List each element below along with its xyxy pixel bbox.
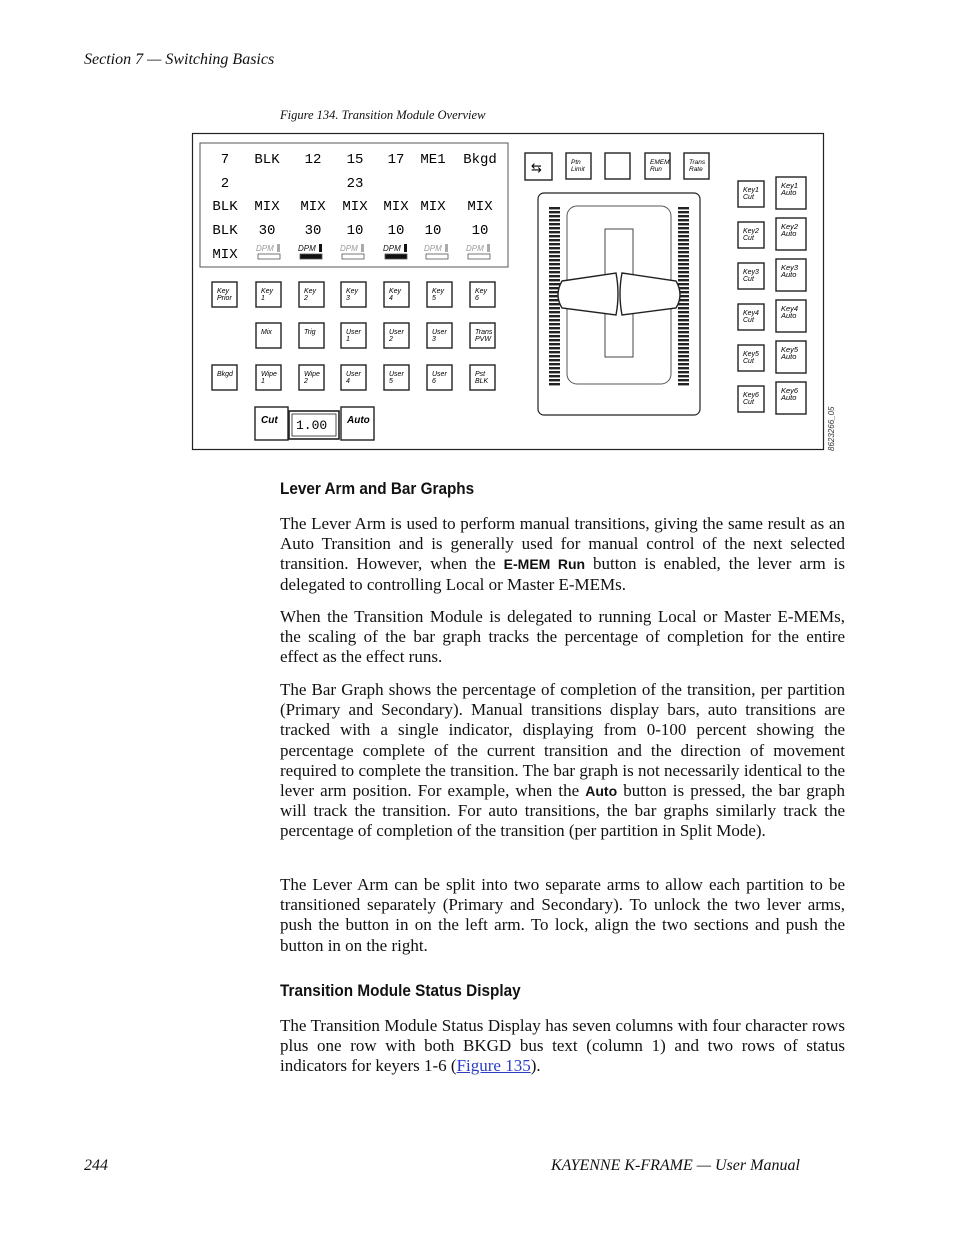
- key-button[interactable]: [212, 282, 237, 307]
- button-label: BLK: [475, 378, 489, 385]
- button-label: Key4: [743, 310, 759, 317]
- button-label: Run: [650, 166, 662, 173]
- bottom-button[interactable]: [341, 365, 366, 390]
- display-cell: MIX: [467, 199, 493, 215]
- paragraph: The Lever Arm is used to perform manual transitions, giving the same result as an Auto Transition and is generally used for manual control of the next selected transition. However, when the E-MEM Run button is enabled, the lever arm is delegated to controlling Local or Master E-MEMs.: [280, 514, 846, 594]
- button-label: 4: [346, 378, 350, 385]
- button-label: 1: [261, 378, 265, 385]
- key-auto-button[interactable]: [776, 259, 806, 291]
- auto-ref: Auto: [585, 783, 618, 800]
- button-label: 3: [432, 336, 436, 343]
- dpm-mark: [319, 244, 322, 252]
- button-label: Trans: [689, 159, 706, 166]
- button-label: Cut: [743, 194, 754, 201]
- button-label: Key1: [743, 187, 759, 194]
- mid-button[interactable]: [470, 323, 495, 348]
- button-label: Key4: [781, 304, 799, 313]
- button-label: 2: [304, 295, 308, 302]
- top-button[interactable]: [684, 153, 709, 179]
- button-label: PVW: [475, 336, 491, 343]
- display-cell: 7: [220, 152, 230, 168]
- key-button[interactable]: [470, 282, 495, 307]
- button-label: 6: [475, 295, 479, 302]
- button-label: Wipe: [261, 371, 277, 378]
- button-label: Key: [217, 288, 230, 295]
- tally-indicator: [468, 254, 490, 259]
- bottom-button[interactable]: [256, 365, 281, 390]
- key-auto-button[interactable]: [776, 177, 806, 209]
- button-label: User: [346, 371, 361, 378]
- button-label: Key: [261, 288, 274, 295]
- display-cell: BLK: [212, 223, 238, 239]
- key-cut-button[interactable]: [738, 181, 764, 207]
- paragraph: When the Transition Module is delegated to running Local or Master E-MEMs, the scaling of the bar graph tracks the percentage of completion for the entire effect as the effect runs.: [280, 607, 845, 667]
- button-label: EMEM: [650, 159, 670, 166]
- button-label: 1: [261, 295, 265, 302]
- button-label: Key: [432, 288, 445, 295]
- button-label: User: [432, 371, 447, 378]
- key-cut-button[interactable]: [738, 263, 764, 289]
- button-label: Key2: [743, 228, 759, 235]
- button-label: Cut: [743, 235, 754, 242]
- button-label: User: [432, 329, 447, 336]
- transition-module-figure: [192, 133, 836, 451]
- key-button[interactable]: [341, 282, 366, 307]
- figure-caption: Figure 134. Transition Module Overview: [280, 108, 486, 122]
- display-cell: 12: [304, 152, 322, 168]
- footer-title: KAYENNE K-FRAME — User Manual: [551, 1157, 800, 1174]
- running-header: Section 7 — Switching Basics: [84, 51, 275, 68]
- button-label: Trans: [475, 329, 493, 336]
- bottom-button[interactable]: [470, 365, 495, 390]
- rate-value: 1.00: [296, 418, 328, 433]
- tally-indicator: [342, 254, 364, 259]
- button-label: Key5: [743, 351, 759, 358]
- dpm-mark: [277, 244, 280, 252]
- button-label: User: [389, 329, 404, 336]
- button-label: Key: [475, 288, 488, 295]
- button-label: Bkgd: [217, 371, 233, 378]
- display-cell: 15: [346, 152, 364, 168]
- key-cut-button[interactable]: [738, 386, 764, 412]
- button-label: Cut: [743, 358, 754, 365]
- mid-button[interactable]: [299, 323, 324, 348]
- display-cell: 10: [424, 223, 442, 239]
- bottom-button[interactable]: [299, 365, 324, 390]
- button-label: User: [389, 371, 404, 378]
- button-label: 1: [346, 336, 350, 343]
- page-number: 244: [84, 1157, 108, 1174]
- button-label: Auto: [781, 270, 797, 279]
- tally-indicator: [385, 254, 407, 259]
- key-button[interactable]: [384, 282, 409, 307]
- tally-indicator: [300, 254, 322, 259]
- key-cut-button[interactable]: [738, 304, 764, 330]
- button-label: Key2: [781, 222, 799, 231]
- display-cell: MIX: [212, 247, 238, 263]
- button-label: Auto: [781, 188, 797, 197]
- button-label: Key6: [781, 386, 799, 395]
- display-cell: MIX: [383, 199, 409, 215]
- tally-indicator: [426, 254, 448, 259]
- display-cell: 10: [387, 223, 405, 239]
- button-label: Auto: [781, 352, 797, 361]
- button-label: Key6: [743, 392, 759, 399]
- display-cell: 10: [346, 223, 364, 239]
- key-cut-button[interactable]: [738, 222, 764, 248]
- dpm-indicator: DPM: [383, 244, 401, 253]
- button-label: Trig: [304, 329, 316, 336]
- display-cell: BLK: [212, 199, 238, 215]
- mid-button[interactable]: [384, 323, 409, 348]
- dpm-mark: [404, 244, 407, 252]
- button-label: Rate: [689, 166, 703, 173]
- dpm-indicator: DPM: [466, 244, 484, 253]
- button-label: 5: [432, 295, 436, 302]
- key-auto-button[interactable]: [776, 382, 806, 414]
- display-cell: 10: [471, 223, 489, 239]
- key-button[interactable]: [256, 282, 281, 307]
- button-label: 6: [432, 378, 436, 385]
- button-label: Auto: [781, 229, 797, 238]
- button-label: Auto: [781, 393, 797, 402]
- dpm-indicator: DPM: [298, 244, 316, 253]
- button-label: 2: [389, 336, 393, 343]
- display-cell: 23: [346, 176, 364, 192]
- dpm-mark: [361, 244, 364, 252]
- paragraph: The Transition Module Status Display has seven columns with four character rows plus one row with both BKGD bus text (column 1) and two rows of status indicators for keyers 1-6 (Figure 135).: [280, 1016, 845, 1076]
- button-label: 2: [304, 378, 308, 385]
- button-label: Cut: [743, 276, 754, 283]
- display-cell: BLK: [254, 152, 280, 168]
- display-cell: 17: [387, 152, 405, 168]
- button-label: 3: [346, 295, 350, 302]
- split-arrow-icon: ⇆: [531, 160, 542, 175]
- button-label: Key: [346, 288, 359, 295]
- button-label: Wipe: [304, 371, 320, 378]
- button-label: Key: [304, 288, 317, 295]
- bottom-button[interactable]: [212, 365, 237, 390]
- button-label: Limit: [571, 166, 585, 173]
- button-label: Key5: [781, 345, 799, 354]
- figure-135-link[interactable]: Figure 135: [456, 1056, 531, 1076]
- display-cell: MIX: [300, 199, 326, 215]
- mid-button[interactable]: [341, 323, 366, 348]
- key-button[interactable]: [427, 282, 452, 307]
- key-auto-button[interactable]: [776, 218, 806, 250]
- button-label: User: [346, 329, 361, 336]
- display-cell: 30: [304, 223, 322, 239]
- button-label: Key3: [781, 263, 799, 272]
- button-label: Key3: [743, 269, 759, 276]
- dpm-indicator: DPM: [340, 244, 358, 253]
- section-heading-status-display: Transition Module Status Display: [280, 981, 521, 1000]
- tally-indicator: [258, 254, 280, 259]
- display-cell: ME1: [420, 152, 446, 168]
- top-button[interactable]: [645, 153, 670, 179]
- mid-button[interactable]: [256, 323, 281, 348]
- mid-button[interactable]: [427, 323, 452, 348]
- auto-label: Auto: [347, 415, 370, 426]
- key-button[interactable]: [299, 282, 324, 307]
- top-button[interactable]: [566, 153, 591, 179]
- button-label: Mix: [261, 329, 272, 336]
- display-cell: Bkgd: [463, 152, 497, 168]
- button-label: 5: [389, 378, 393, 385]
- button-label: Key: [389, 288, 402, 295]
- button-label: Cut: [743, 317, 754, 324]
- paragraph: The Lever Arm can be split into two separate arms to allow each partition to be transitioned separately (Primary and Secondary). To unlock the two lever arms, push the button in on the left arm. To lock, align the two sections and push the button in on the right.: [280, 875, 845, 955]
- key-cut-button[interactable]: [738, 345, 764, 371]
- display-cell: MIX: [420, 199, 446, 215]
- dpm-indicator: DPM: [424, 244, 442, 253]
- top-button[interactable]: [605, 153, 630, 179]
- section-heading-lever-arm: Lever Arm and Bar Graphs: [280, 479, 475, 498]
- cut-label: Cut: [261, 415, 278, 426]
- display-cell: MIX: [254, 199, 280, 215]
- button-label: Cut: [743, 399, 754, 406]
- paragraph: The Bar Graph shows the percentage of completion of the transition, per partition (Primary and Secondary). Manual transitions display bars, auto transitions are tracked with a single indicator, displaying from 0-100 percent showing the percentage complete of the current transition and the direction of movement required to complete the transition. The bar graph is not necessarily identical to the lever arm position. For example, when the Auto button is pressed, the bar graph will track the transition. For auto transitions, the bar graphs similarly track the percentage of completion of the transition (per partition in Split Mode).: [280, 680, 845, 841]
- dpm-mark: [487, 244, 490, 252]
- button-label: Pst: [475, 371, 486, 378]
- button-label: Prior: [217, 295, 232, 302]
- display-cell: 2: [220, 176, 230, 192]
- bottom-button[interactable]: [384, 365, 409, 390]
- key-auto-button[interactable]: [776, 341, 806, 373]
- display-cell: MIX: [342, 199, 368, 215]
- key-auto-button[interactable]: [776, 300, 806, 332]
- bottom-button[interactable]: [427, 365, 452, 390]
- button-label: Auto: [781, 311, 797, 320]
- button-label: 4: [389, 295, 393, 302]
- emem-run-ref: E-MEM Run: [503, 556, 586, 573]
- dpm-indicator: DPM: [256, 244, 274, 253]
- button-label: Key1: [781, 181, 799, 190]
- dpm-mark: [445, 244, 448, 252]
- figure-code: 8623266_05: [827, 406, 836, 451]
- button-label: Ptn: [571, 159, 581, 166]
- display-cell: 30: [258, 223, 276, 239]
